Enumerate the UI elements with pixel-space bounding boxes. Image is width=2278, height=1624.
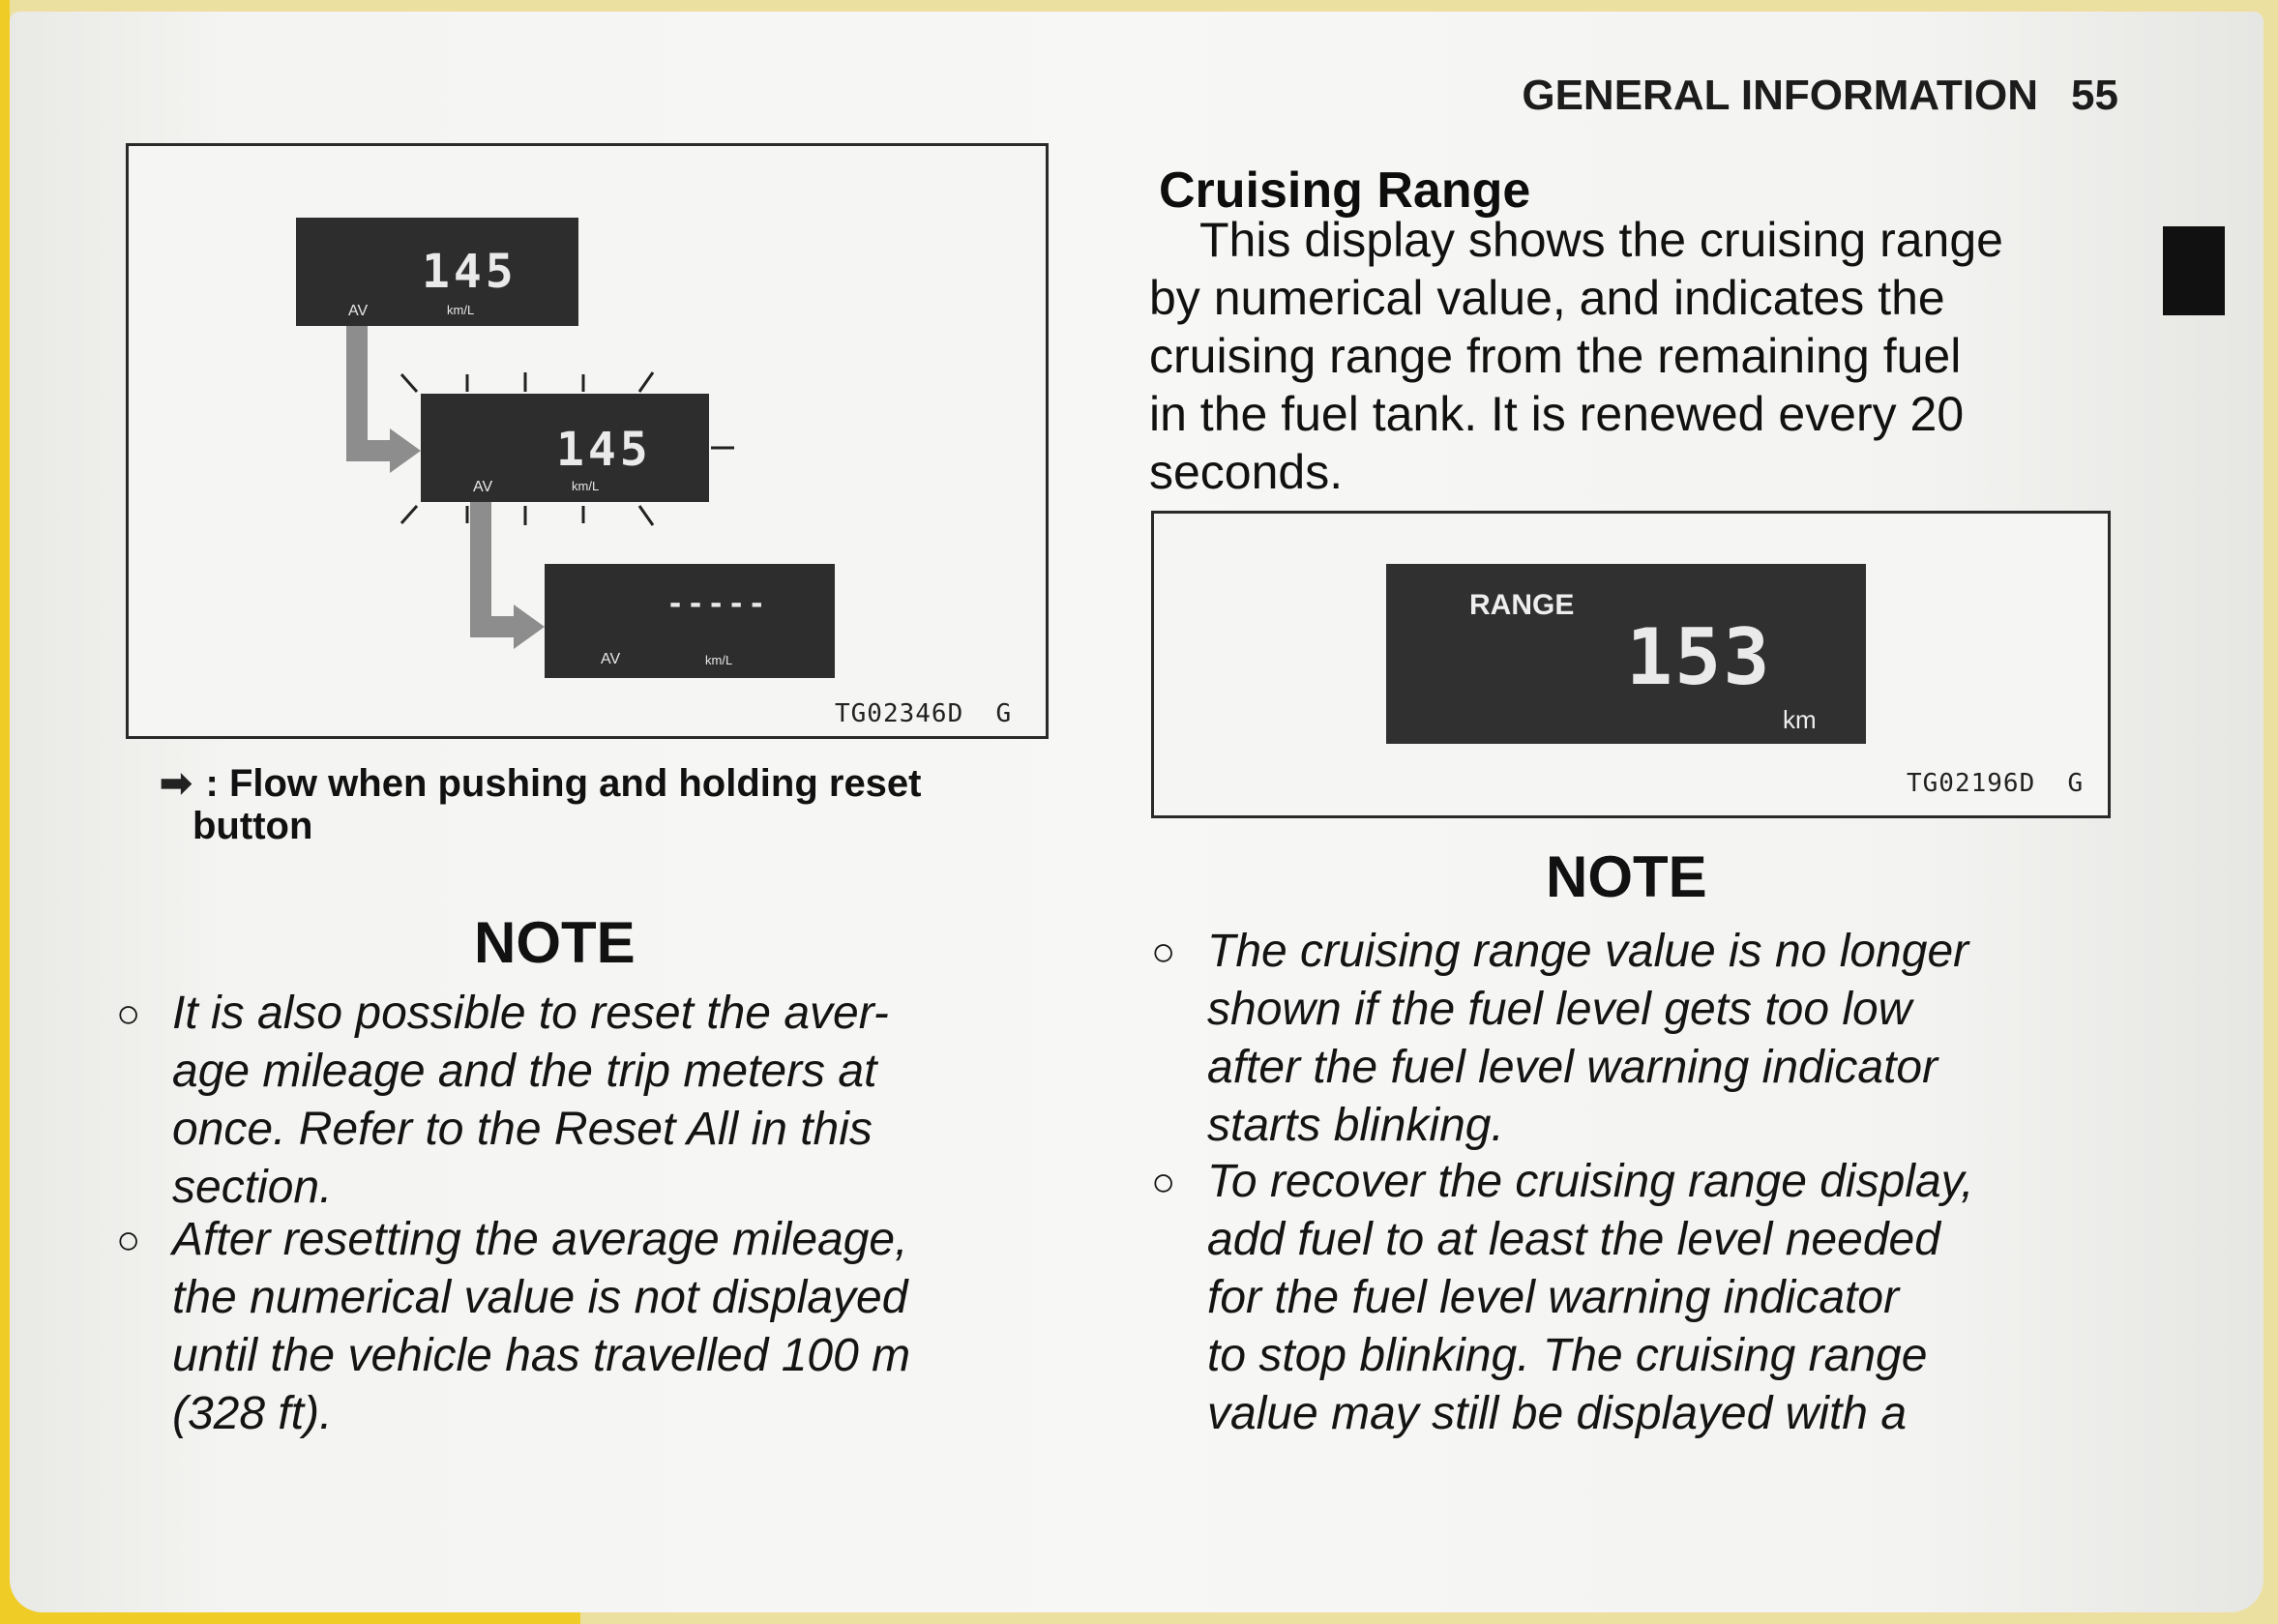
bullet-circle-icon: ○ [1151,929,1176,974]
figure-code-right: TG02196D G [1907,769,2085,798]
note-heading-left: NOTE [474,910,636,975]
lcd-screen-3-value: ----- [666,587,769,621]
range-lcd [1386,564,1866,744]
figure-caption [160,762,1050,847]
lcd-screen-1-label-right: km/L [447,303,475,317]
note-item-left-1: ○ It is also possible to reset the aver- age mileage and the trip meters at once. Refer to the Reset All in this section. [172,985,1043,1217]
note-item-left-2: ○ After resetting the average mileage, the numerical value is not displayed until the vehicle has travelled 100 m (328 ft). [172,1211,1043,1443]
reset-flow-figure [126,143,1049,739]
range-label: RANGE [1469,589,1575,621]
manual-page [10,12,2263,1612]
flow-arrow-2-head [514,605,545,649]
lcd-screen-1-label-left: AV [348,303,369,319]
caption-text-cont: button [192,805,313,847]
note-item-right-2: ○ To recover the cruising range display, add fuel to at least the level needed for the fuel level warning indicator to stop blinking. The cruising range value may still be displayed with a [1207,1153,2136,1443]
lcd-screen-1 [296,218,578,326]
lcd-screen-3 [545,564,835,678]
right-arrow-icon: ➡ [160,762,192,805]
lcd-screen-2-label-right: km/L [572,479,600,493]
bullet-circle-icon: ○ [116,1217,141,1262]
flow-arrow-1 [346,326,368,452]
section-tab-marker [2163,226,2225,315]
blink-rays [390,367,738,531]
lcd-screen-3-label-right: km/L [705,653,733,667]
figure-code-left: TG02346D G [835,699,1013,728]
bullet-circle-icon: ○ [116,990,141,1036]
lcd-screen-3-label-left: AV [601,651,621,667]
section-title: Cruising Range [1159,162,1531,219]
range-value: 153 [1626,612,1772,702]
lcd-screen-1-value: 145 [422,245,518,299]
bullet-circle-icon: ○ [1151,1159,1176,1204]
flow-arrow-2 [470,502,491,628]
background-left-edge [0,0,10,1624]
header-title: GENERAL INFORMATION [1522,72,2039,119]
page-header [1480,72,2118,120]
caption-text: : Flow when pushing and holding reset [205,762,922,805]
note-heading-right: NOTE [1546,844,1707,909]
note-item-right-1: ○ The cruising range value is no longer shown if the fuel level gets too low after the fuel level warning indicator starts blinking. [1207,923,2136,1155]
cruising-range-figure [1151,511,2111,818]
lcd-screen-2-value: 145 [556,423,652,477]
page-number: 55 [2071,72,2118,119]
section-paragraph: This display shows the cruising range by numerical value, and indicates the cruising range from the remaining fuel in the fuel tank. It is renewed every 20 seconds. [1149,213,2003,499]
lcd-screen-2-label-left: AV [473,479,493,495]
range-unit: km [1783,705,1817,734]
